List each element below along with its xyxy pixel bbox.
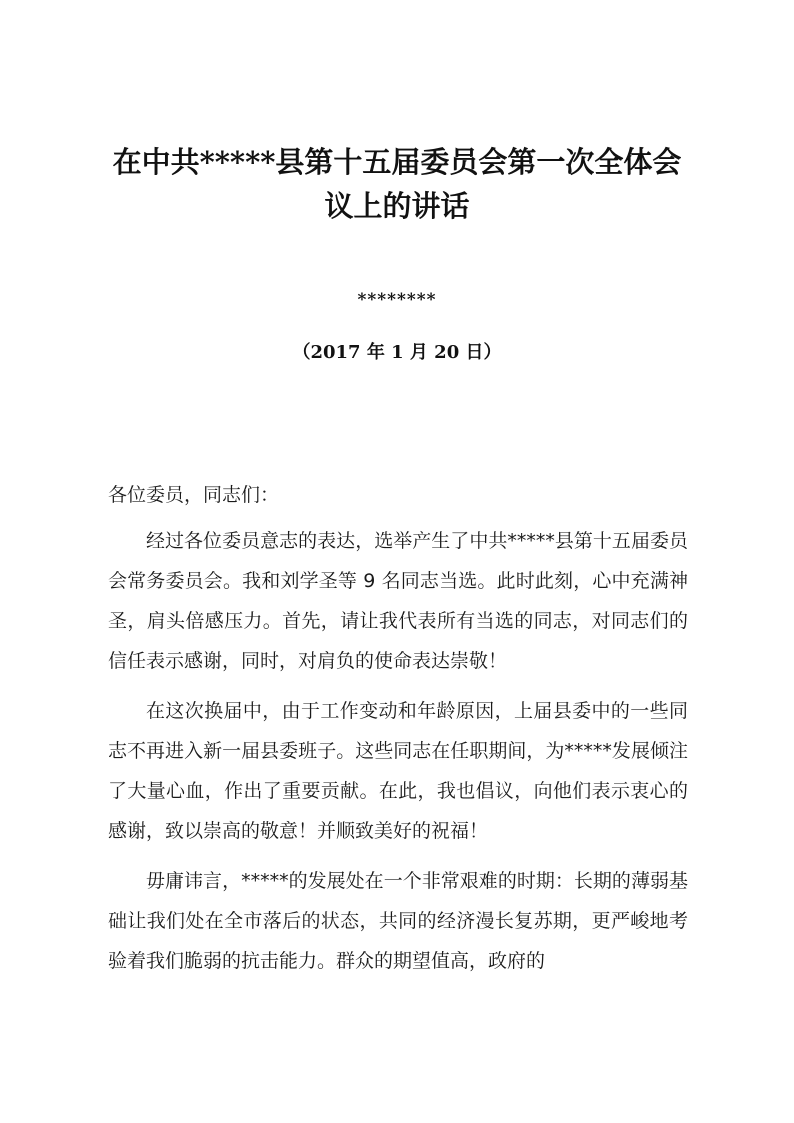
paragraph-3: 毋庸讳言，*****的发展处在一个非常艰难的时期：长期的薄弱基础让我们处在全市落后的状态，共同的经济漫长复苏期，更严峻地考验着我们脆弱的抗击能力。群众的期望值高，政府的 xyxy=(108,870,688,972)
title-line-2: 议上的讲话 xyxy=(324,189,470,223)
paragraph-1: 经过各位委员意志的表达，选举产生了中共*****县第十五届委员会常务委员会。我和刘学圣等 9 名同志当选。此时此刻，心中充满神圣，肩头倍感压力。首先，请让我代表所有当选的同志，对同志们的信任表示感谢，同时，对肩负的使命表达崇敬！ xyxy=(108,530,688,672)
document-title xyxy=(100,140,694,228)
author-name: ******** xyxy=(357,290,437,310)
salutation: 各位委员，同志们： xyxy=(108,484,280,506)
paragraph-2: 在这次换届中，由于工作变动和年龄原因，上届县委中的一些同志不再进入新一届县委班子。这些同志在任职期间，为*****发展倾注了大量心血，作出了重要贡献。在此，我也倡议，向他们表示衷心的感谢，致以崇高的敬意！并顺致美好的祝福！ xyxy=(108,700,688,842)
title-line-1: 在中共*****县第十五届委员会第一次全体会 xyxy=(112,145,682,179)
speech-date: （2017 年 1 月 20 日） xyxy=(292,342,502,363)
speech-body xyxy=(108,475,688,991)
